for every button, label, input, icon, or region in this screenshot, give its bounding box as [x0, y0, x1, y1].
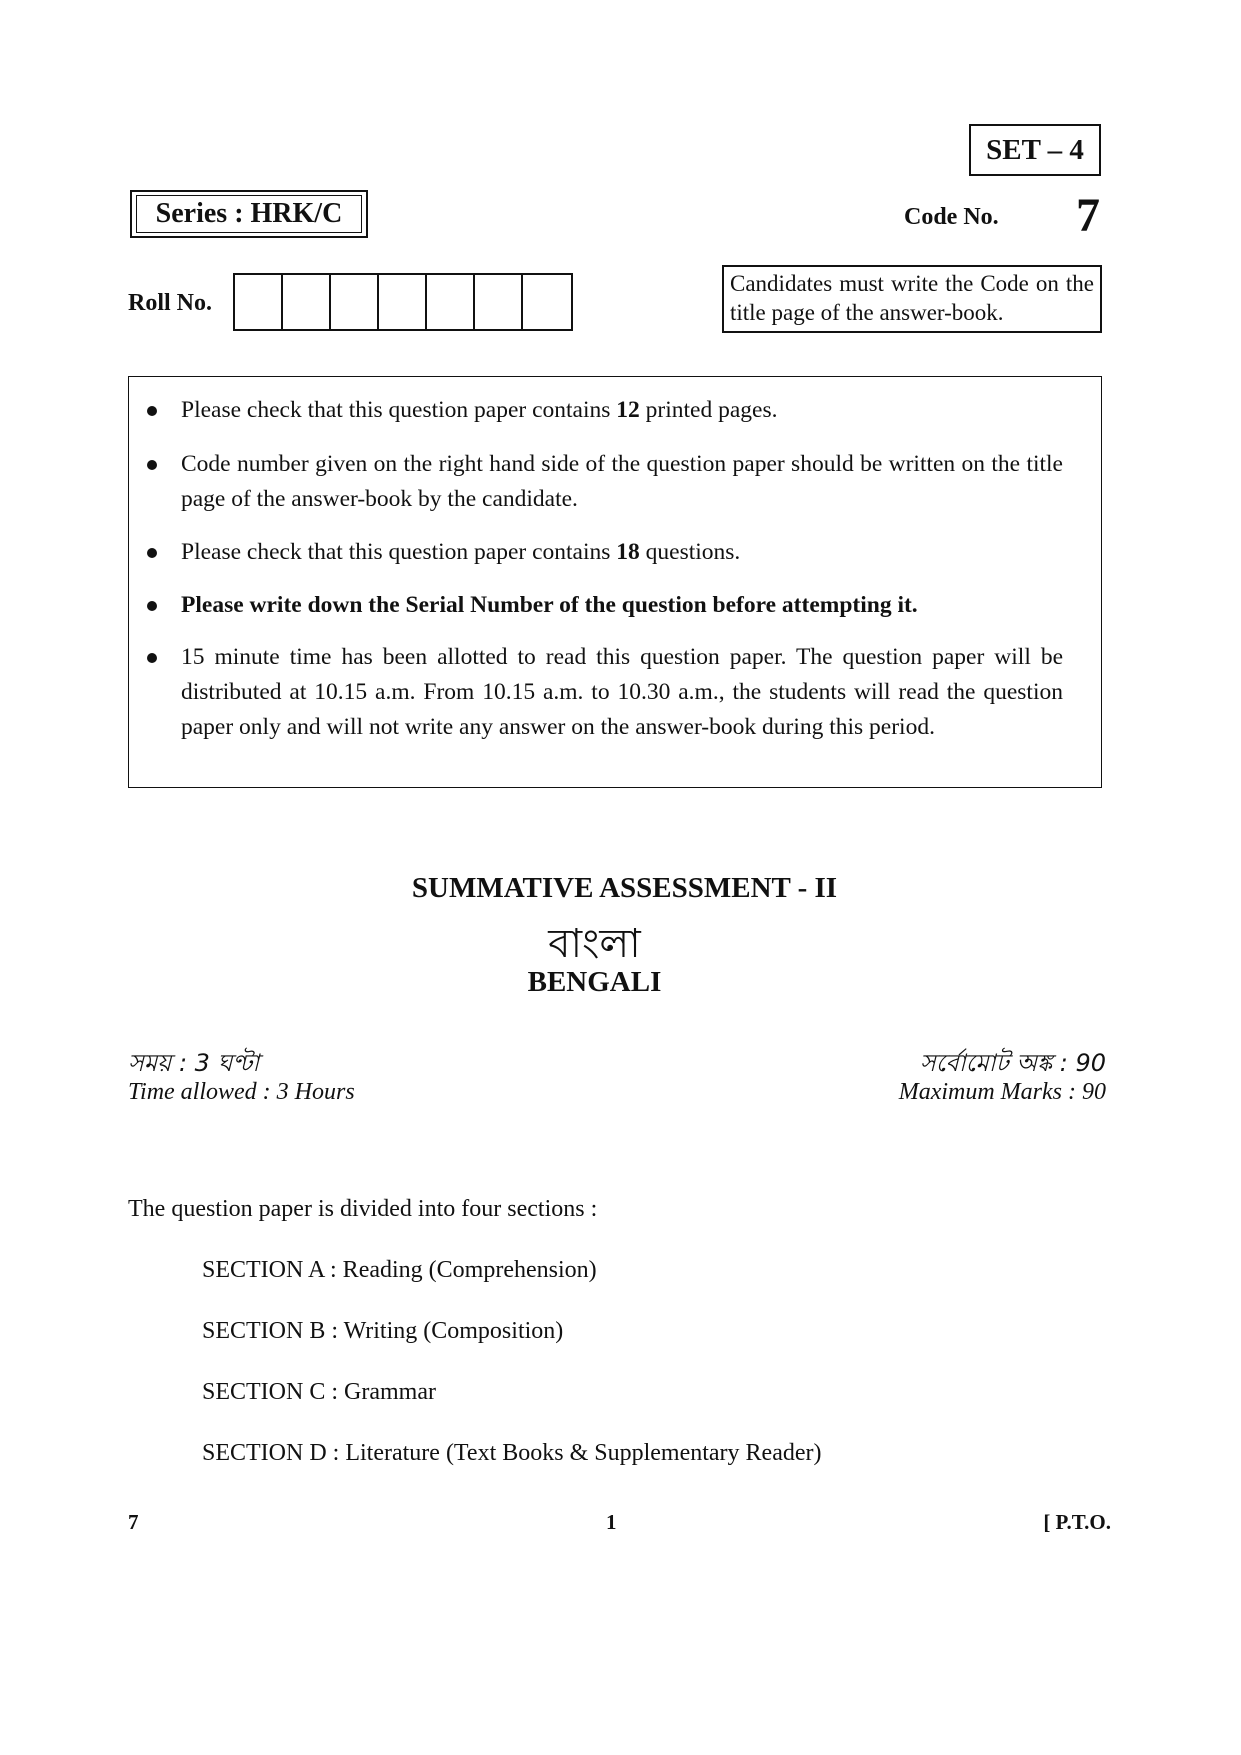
bullet-icon — [147, 460, 157, 470]
instruction-item — [181, 640, 1063, 745]
instruction-text: 12 — [616, 397, 640, 423]
set-label: SET – 4 — [986, 133, 1084, 166]
time-allowed-bengali: সময় : 3 ঘণ্টা — [128, 1049, 260, 1077]
series-label: Series : HRK/C — [136, 195, 362, 233]
section-c: SECTION C : Grammar — [202, 1379, 436, 1405]
bullet-icon — [147, 653, 157, 663]
subject-title-bengali: বাংলা — [548, 921, 641, 967]
instruction-item — [181, 535, 1063, 570]
code-number: 7 — [1076, 189, 1100, 242]
exam-title: SUMMATIVE ASSESSMENT - II — [411, 872, 838, 904]
sections-intro: The question paper is divided into four sections : — [128, 1196, 598, 1222]
code-label: Code No. — [904, 204, 999, 230]
bullet-icon — [147, 601, 157, 611]
roll-label: Roll No. — [128, 290, 212, 316]
subject-title-english: BENGALI — [527, 966, 662, 998]
instruction-item — [181, 393, 1063, 428]
roll-number-cell[interactable] — [379, 275, 427, 329]
roll-number-cell[interactable] — [427, 275, 475, 329]
series-box — [130, 190, 368, 238]
max-marks-english: Maximum Marks : 90 — [898, 1079, 1106, 1105]
roll-number-cell[interactable] — [283, 275, 331, 329]
instruction-text: printed pages. — [639, 397, 778, 423]
instruction-text: 18 — [616, 539, 640, 565]
roll-number-cell[interactable] — [523, 275, 571, 329]
roll-number-cell[interactable] — [235, 275, 283, 329]
instruction-text: 15 minute time has been allotted to read this question paper. The question paper will be distributed at 10.15 a.m. From 10.15 a.m. to 10.30 a.m., the students will read the question paper only and will not write any answer on the answer-book during this period. — [181, 644, 1063, 740]
section-b: SECTION B : Writing (Composition) — [202, 1318, 564, 1344]
footer-code: 7 — [128, 1510, 139, 1534]
bullet-icon — [147, 548, 157, 558]
section-d: SECTION D : Literature (Text Books & Supplementary Reader) — [202, 1440, 822, 1466]
page-number: 1 — [606, 1510, 617, 1534]
instruction-item — [181, 588, 1063, 623]
set-box — [969, 124, 1101, 176]
instruction-item — [181, 447, 1063, 517]
instructions-box — [128, 376, 1102, 788]
instruction-text: Code number given on the right hand side of the question paper should be written on the title page of the answer-book by the candidate. — [181, 451, 1063, 512]
instruction-text: Please write down the Serial Number of the question before attempting it. — [181, 592, 918, 618]
candidate-note: Candidates must write the Code on the title page of the answer-book. — [722, 265, 1102, 333]
pto-label: [ P.T.O. — [1043, 1510, 1111, 1534]
instruction-text: Please check that this question paper contains — [181, 539, 617, 565]
bullet-icon — [147, 406, 157, 416]
roll-number-cell[interactable] — [331, 275, 379, 329]
roll-number-boxes[interactable] — [233, 273, 573, 331]
time-allowed-english: Time allowed : 3 Hours — [128, 1079, 355, 1105]
section-a: SECTION A : Reading (Comprehension) — [202, 1257, 597, 1283]
instruction-text: Please check that this question paper contains — [181, 397, 617, 423]
max-marks-bengali: সর্বোমোট অঙ্ক : 90 — [919, 1049, 1106, 1077]
roll-number-cell[interactable] — [475, 275, 523, 329]
instruction-text: questions. — [639, 539, 741, 565]
